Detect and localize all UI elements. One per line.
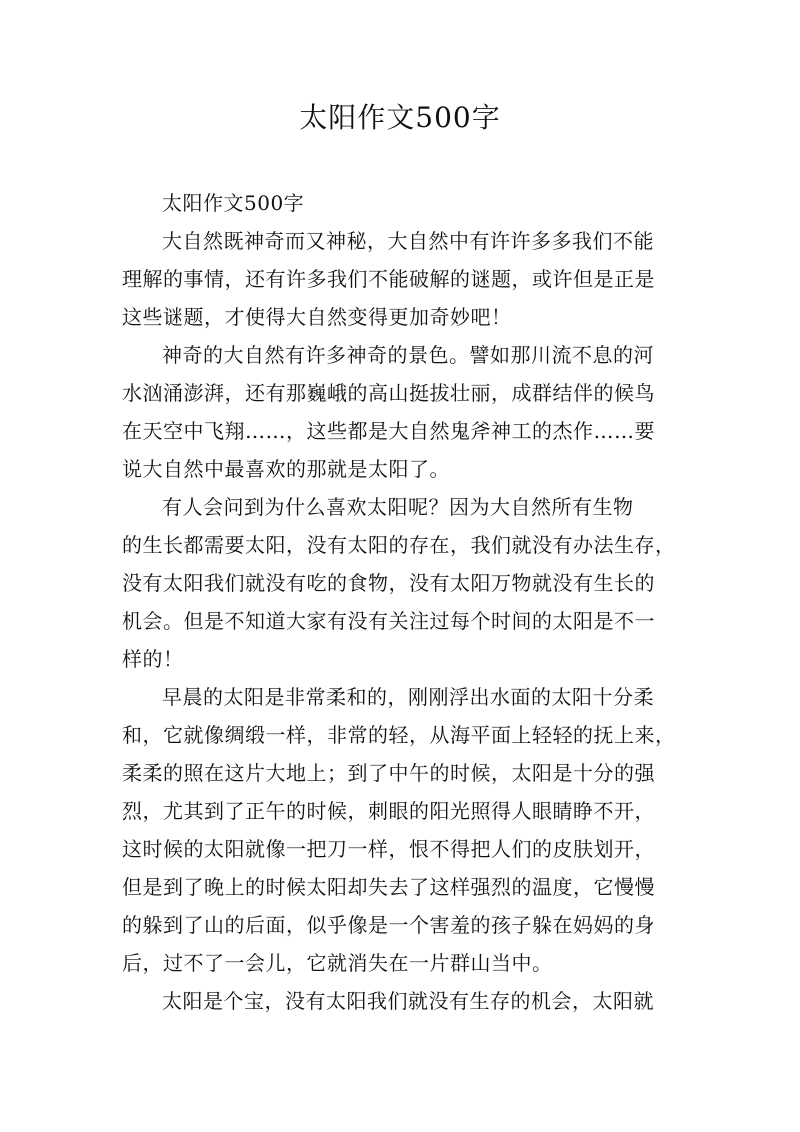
paragraph-line: 太阳是个宝，没有太阳我们就没有生存的机会，太阳就 bbox=[162, 989, 654, 1013]
paragraph-line: 没有太阳我们就没有吃的食物，没有太阳万物就没有生长的 bbox=[122, 571, 655, 595]
paragraph-line: 样的！ bbox=[122, 647, 184, 671]
document-title: 太阳作文500字 bbox=[299, 101, 501, 134]
paragraph-line: 水汹涌澎湃，还有那巍峨的高山挺拔壮丽，成群结伴的候鸟 bbox=[122, 381, 655, 405]
paragraph-line: 的躲到了山的后面，似乎像是一个害羞的孩子躲在妈妈的身 bbox=[122, 913, 655, 937]
paragraph-0 bbox=[122, 184, 684, 222]
paragraph-5 bbox=[122, 982, 684, 1020]
paragraph-line: 理解的事情，还有许多我们不能破解的谜题，或许但是正是 bbox=[122, 267, 655, 291]
paragraph-line: 说大自然中最喜欢的那就是太阳了。 bbox=[122, 457, 450, 481]
paragraph-line: 和，它就像绸缎一样，非常的轻，从海平面上轻轻的抚上来， bbox=[122, 723, 676, 747]
paragraph-line: 有人会问到为什么喜欢太阳呢？因为大自然所有生物 bbox=[162, 495, 634, 519]
paragraph-line: 在天空中飞翔……，这些都是大自然鬼斧神工的杰作……要 bbox=[122, 419, 655, 443]
paragraph-line: 机会。但是不知道大家有没有关注过每个时间的太阳是不一 bbox=[122, 609, 655, 633]
paragraph-line: 后，过不了一会儿，它就消失在一片群山当中。 bbox=[122, 951, 553, 975]
paragraph-line: 烈，尤其到了正午的时候，刺眼的阳光照得人眼睛睁不开， bbox=[122, 799, 655, 823]
paragraph-line: 这些谜题，才使得大自然变得更加奇妙吧！ bbox=[122, 305, 512, 329]
document-body bbox=[122, 184, 684, 1020]
paragraph-line: 太阳作文500字 bbox=[162, 191, 305, 215]
paragraph-line: 柔柔的照在这片大地上；到了中午的时候，太阳是十分的强 bbox=[122, 761, 655, 785]
paragraph-1 bbox=[122, 222, 684, 336]
paragraph-line: 的生长都需要太阳，没有太阳的存在，我们就没有办法生存， bbox=[122, 533, 676, 557]
paragraph-line: 这时候的太阳就像一把刀一样，恨不得把人们的皮肤划开， bbox=[122, 837, 655, 861]
paragraph-3 bbox=[122, 488, 684, 678]
paragraph-line: 但是到了晚上的时候太阳却失去了这样强烈的温度，它慢慢 bbox=[122, 875, 655, 899]
paragraph-line: 神奇的大自然有许多神奇的景色。譬如那川流不息的河 bbox=[162, 343, 654, 367]
paragraph-2 bbox=[122, 336, 684, 488]
paragraph-line: 大自然既神奇而又神秘，大自然中有许许多多我们不能 bbox=[162, 229, 654, 253]
paragraph-4 bbox=[122, 678, 684, 982]
paragraph-line: 早晨的太阳是非常柔和的，刚刚浮出水面的太阳十分柔 bbox=[162, 685, 654, 709]
